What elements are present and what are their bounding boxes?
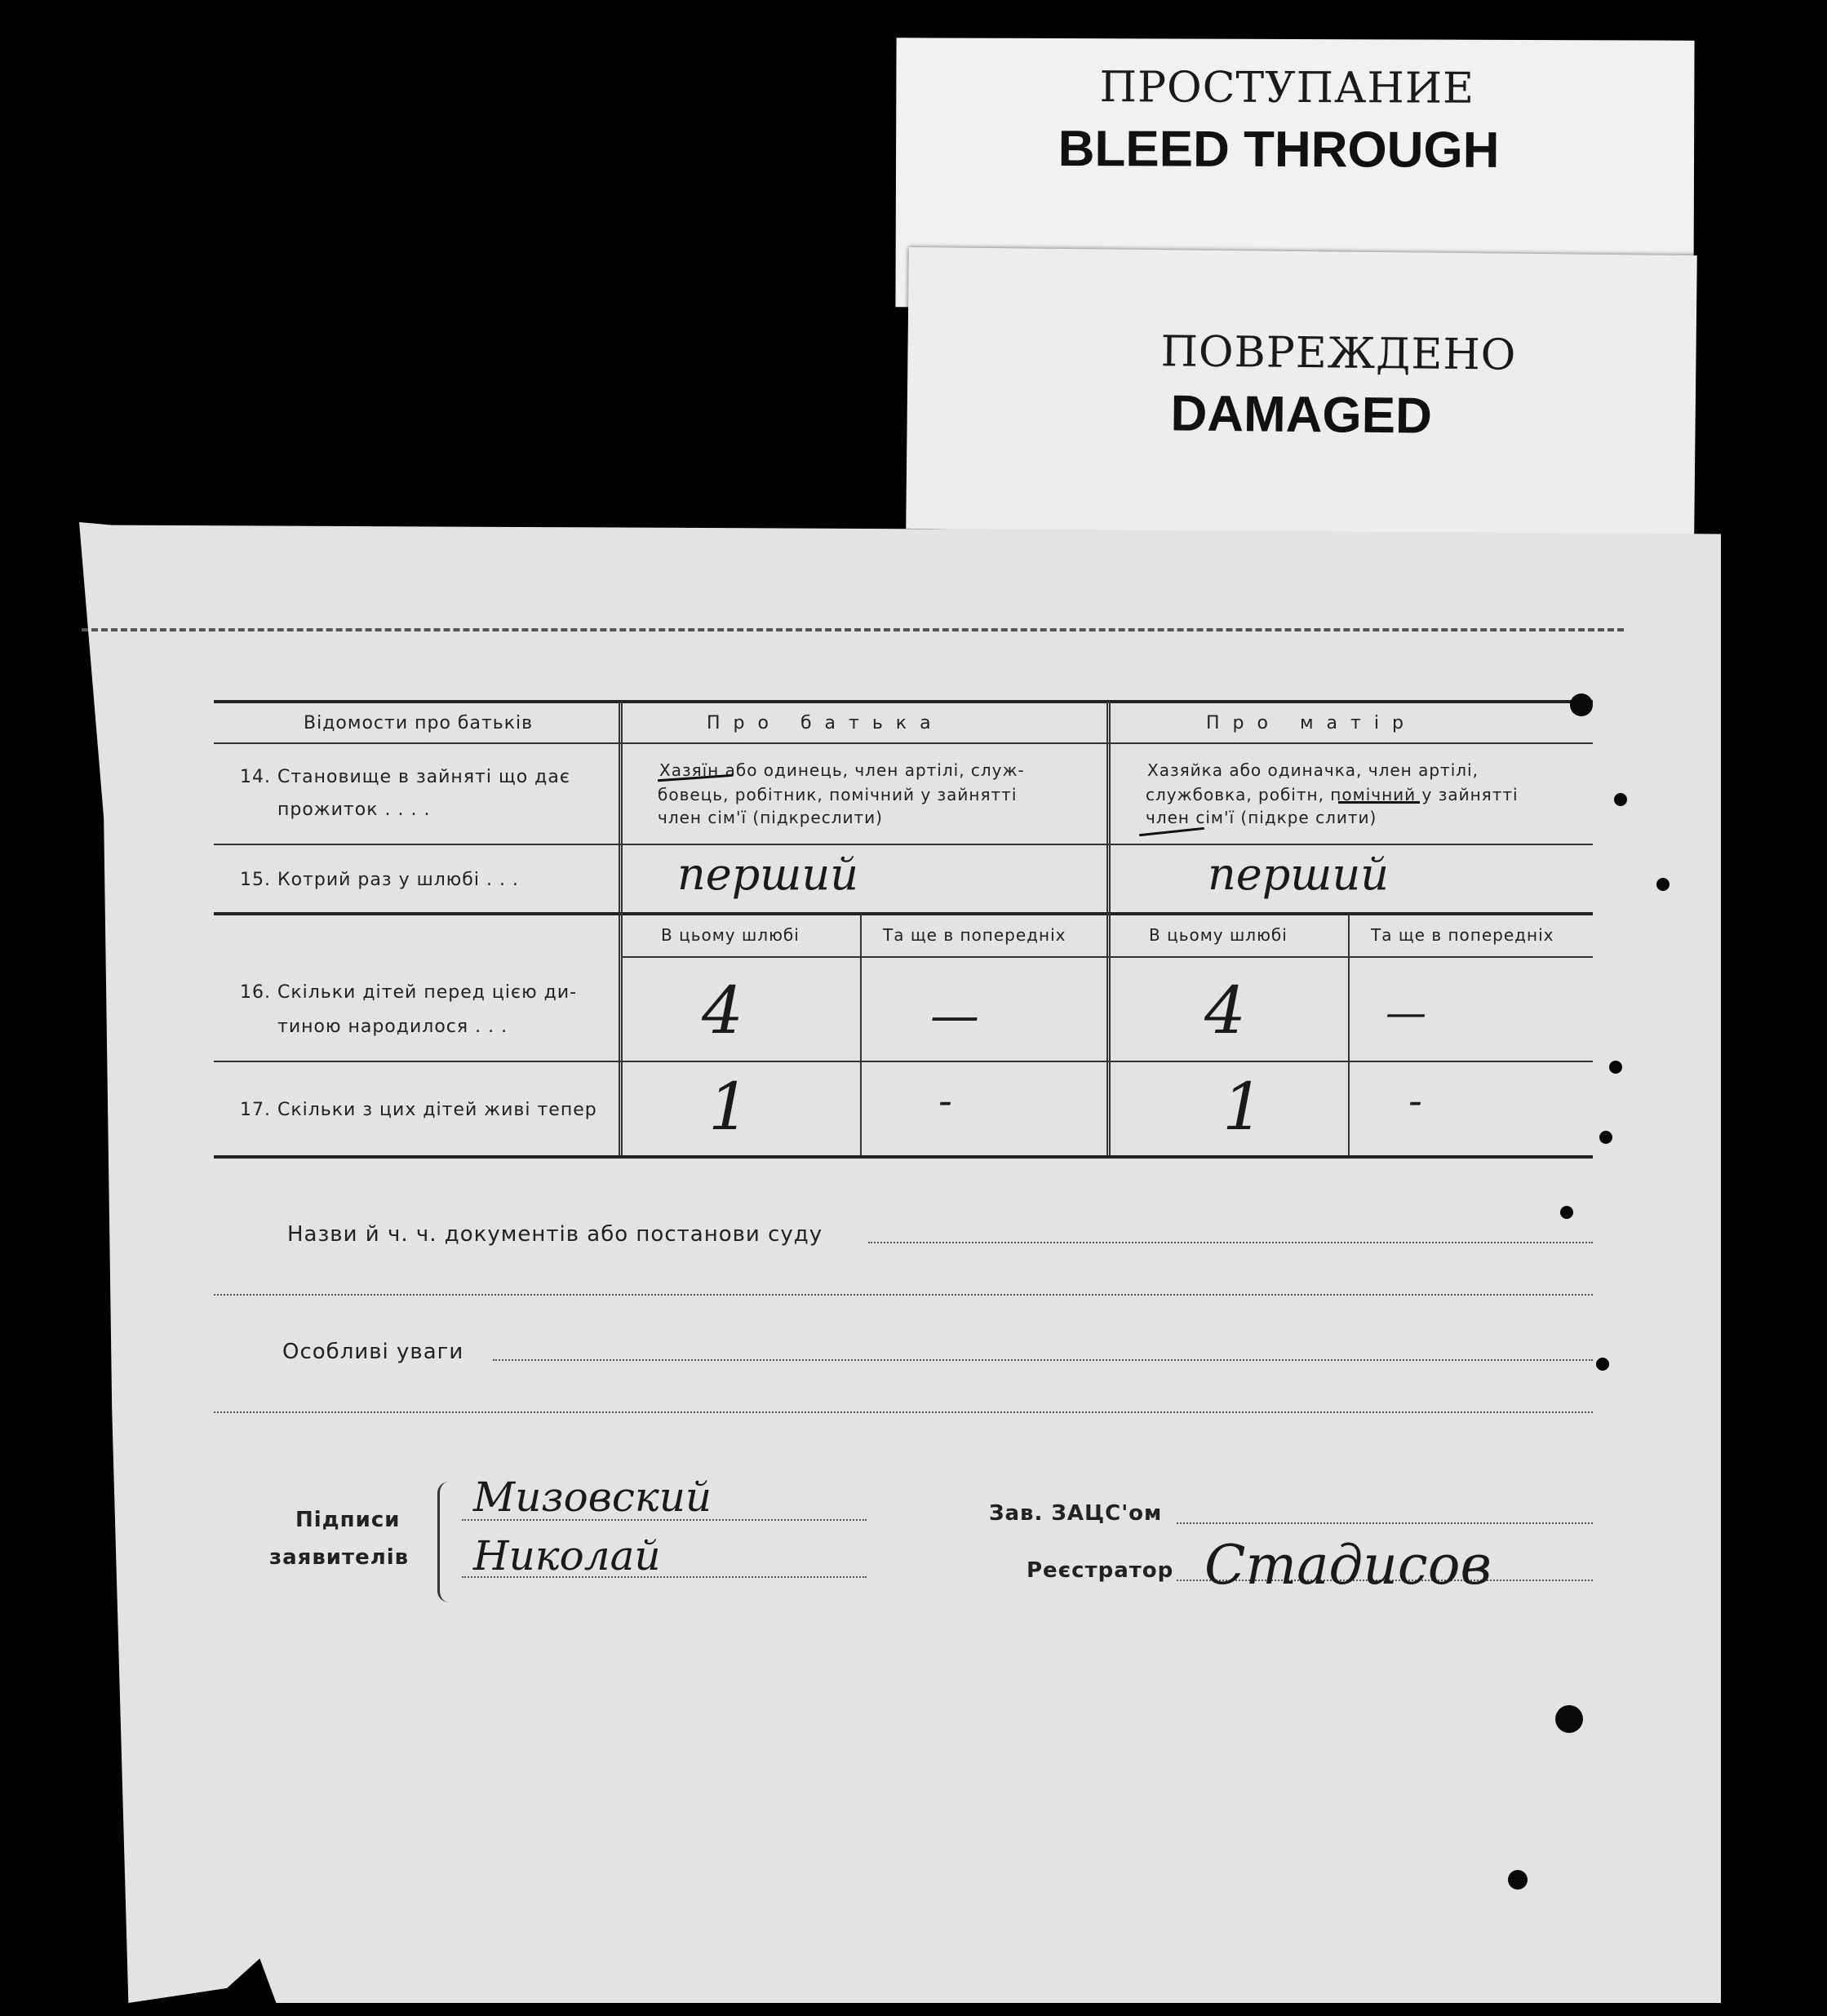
col-divider-father-sub (860, 914, 862, 1155)
row15-label: 15. Котрий раз у шлюбі . . . (240, 870, 519, 890)
damage-mark (1560, 1206, 1573, 1219)
documents-label: Назви й ч. ч. документів або постанови суду (287, 1222, 823, 1247)
header-parents-info: Відомости про батьків (304, 713, 534, 733)
damage-mark (1599, 1131, 1612, 1144)
row15-mother-value: перший (1208, 848, 1390, 900)
row17-label: 17. Скільки з цих дітей живі тепер (240, 1100, 597, 1120)
row14-label-line1: 14. Становище в зайняті що дає (240, 767, 570, 787)
perforation-line (82, 628, 1624, 631)
punch-hole (1570, 693, 1593, 716)
row14-father-line2: бовець, робітник, помічний у зайнятті (658, 785, 1018, 804)
row17-father-this: 1 (708, 1069, 750, 1145)
underline-mother-helper (1338, 801, 1420, 804)
row16-father-prev: — (930, 987, 979, 1044)
notes-field-line2 (214, 1411, 1593, 1413)
signatures-label-line1: Підписи (295, 1508, 401, 1532)
subheader-mother-this: В цьому шлюбі (1149, 925, 1288, 945)
registrar-signature: Стадисов (1204, 1534, 1492, 1597)
row14-label-line2: прожиток . . . . (277, 800, 431, 820)
damaged-en-label: DAMAGED (1170, 385, 1433, 445)
header-mother: Про матір (1206, 713, 1417, 733)
damage-mark (1614, 793, 1627, 806)
col-divider-labels (619, 702, 623, 1155)
head-sig-line (1177, 1522, 1593, 1524)
subheader-mother-prev: Та ще в попередніх (1371, 925, 1554, 945)
table-header-divider (214, 742, 1593, 744)
table-bottom-border (214, 1155, 1593, 1159)
damage-mark (1609, 1061, 1622, 1074)
signatures-label-line2: заявителів (269, 1545, 410, 1570)
documents-field-line1 (868, 1242, 1593, 1243)
row14-mother-line1: Хазяйка або одиначка, член артілі, (1147, 760, 1479, 780)
subheader-father-prev: Та ще в попередніх (883, 925, 1066, 945)
row16-label-line2: тиною народилося . . . (277, 1017, 508, 1037)
registrar-label: Реєстратор (1027, 1558, 1174, 1583)
damage-mark (1508, 1870, 1528, 1890)
punch-hole (1555, 1705, 1583, 1733)
damaged-card (906, 247, 1697, 537)
head-of-office-label: Зав. ЗАЦС'ом (989, 1501, 1163, 1526)
notes-field-line1 (493, 1359, 1593, 1361)
documents-field-line2 (214, 1294, 1593, 1296)
table-top-border (214, 700, 1593, 703)
col-divider-mother-sub (1348, 914, 1350, 1155)
row15-father-value: перший (677, 848, 859, 900)
notes-label: Особливі уваги (282, 1340, 464, 1364)
damaged-ru-label: ПОВРЕЖДЕНО (1160, 327, 1517, 380)
damage-mark (1656, 878, 1670, 891)
bleed-through-en-label: BLEED THROUGH (1058, 120, 1500, 179)
header-father: Про батька (707, 713, 944, 733)
row17-mother-this: 1 (1222, 1069, 1264, 1145)
row16-mother-this: 4 (1204, 973, 1246, 1048)
row17-mother-prev: - (1408, 1077, 1422, 1124)
document-sheet (79, 522, 1721, 2003)
row15-divider (214, 912, 1593, 915)
row16-divider (214, 1061, 1593, 1062)
row14-father-line3: член сім'ї (підкреслити) (658, 808, 883, 827)
col-divider-parents (1106, 702, 1111, 1155)
subheader-father-this: В цьому шлюбі (661, 925, 800, 945)
applicant-signature-2: Николай (473, 1532, 661, 1580)
row16-label-line1: 16. Скільки дітей перед цією ди- (240, 982, 578, 1003)
applicant-signature-1: Мизовский (473, 1473, 712, 1521)
row14-mother-line3: член сім'ї (підкре слити) (1146, 808, 1377, 827)
row14-mother-line2: службовка, робітн, помічний у зайнятті (1146, 785, 1519, 804)
bleed-through-ru-label: ПРОСТУПАНИЕ (1099, 63, 1475, 113)
row16-father-this: 4 (702, 973, 743, 1048)
row16-mother-prev: — (1386, 989, 1426, 1036)
damage-mark (1596, 1358, 1609, 1371)
signatures-brace (437, 1482, 455, 1602)
row17-father-prev: - (938, 1077, 952, 1124)
row14-divider (214, 844, 1593, 845)
row14-father-line1: Хазяїн або одинець, член артілі, служ- (659, 760, 1025, 780)
